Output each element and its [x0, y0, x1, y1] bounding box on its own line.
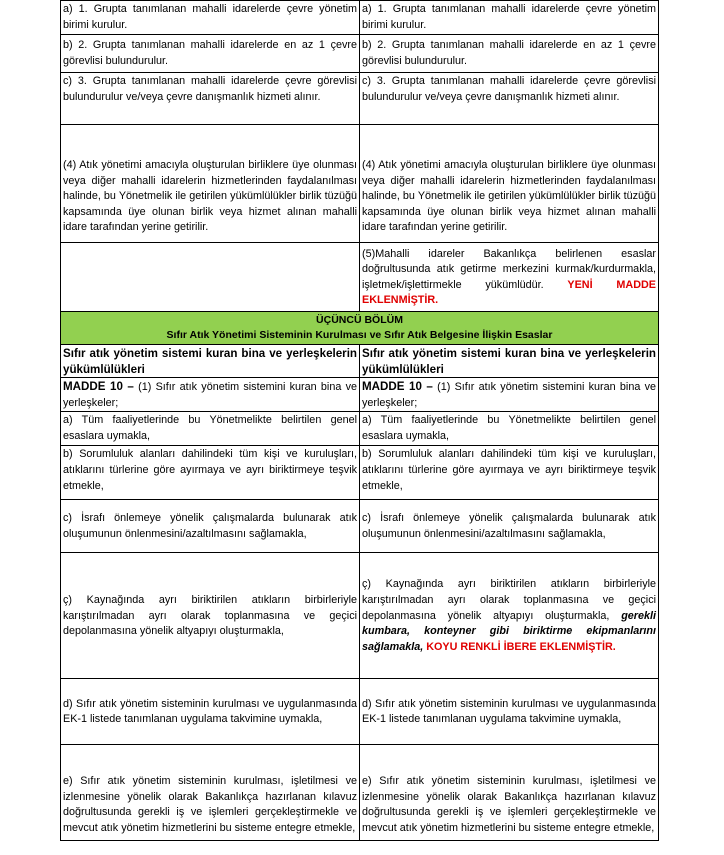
right-cell — [360, 1, 659, 35]
clause-text: (5)Mahalli idareler Bakanlıkça belirlenen esaslar doğrultusunda atık getirme merkezini kurmak/kurdurmakla, işletmek/işlettirmekle yükümlüdür. — [362, 247, 656, 291]
comparison-table-page — [60, 0, 658, 841]
clause-text: a) Tüm faaliyetlerinde bu Yönetmelikte belirtilen genel esaslara uymakla, — [362, 414, 656, 442]
clause-text: e) Sıfır atık yönetim sisteminin kurulması, işletilmesi ve izlenmesine yönelik olarak Bakanlıkça hazırlanan kılavuz doğrultusunda gerekli iş ve işlemleri gerçekleştirmekle ve mevcut atık yönetim hizmetlerini bu sisteme entegre etmekle, — [63, 775, 357, 834]
right-cell — [360, 679, 659, 745]
article-heading: Sıfır atık yönetim sistemi kuran bina ve yerleşkelerin yükümlülükleri — [63, 347, 357, 376]
left-cell — [61, 73, 360, 125]
table-row — [61, 745, 659, 841]
section-header-row — [61, 312, 659, 345]
table-row — [61, 125, 659, 243]
table-row — [61, 412, 659, 446]
right-cell — [360, 125, 659, 243]
table-row — [61, 35, 659, 73]
section-header — [61, 312, 659, 345]
table-row — [61, 500, 659, 553]
article-heading: Sıfır atık yönetim sistemi kuran bina ve yerleşkelerin yükümlülükleri — [362, 347, 656, 376]
article-number: MADDE 10 – — [63, 380, 134, 394]
right-cell — [360, 243, 659, 312]
left-cell — [61, 500, 360, 553]
right-cell — [360, 73, 659, 125]
clause-text: e) Sıfır atık yönetim sisteminin kurulması, işletilmesi ve izlenmesine yönelik olarak Bakanlıkça hazırlanan kılavuz doğrultusunda gerekli iş ve işlemleri gerçekleştirmekle ve mevcut atık yönetim hizmetlerini bu sisteme entegre etmekle, — [362, 775, 656, 834]
clause-text: ç) Kaynağında ayrı biriktirilen atıkların birbirleriyle karıştırılmadan ayrı olarak toplanmasına ve geçici depolanmasına yönelik altyapıyı oluşturmakla, — [362, 578, 656, 622]
left-cell-empty — [61, 243, 360, 312]
left-cell — [61, 125, 360, 243]
right-cell — [360, 378, 659, 412]
clause-text: (1) Sıfır atık yönetim sistemini kuran bina ve yerleşkeler; — [362, 381, 656, 409]
comparison-table — [60, 0, 659, 841]
right-cell — [360, 412, 659, 446]
table-row — [61, 679, 659, 745]
added-phrase: gerekli kumbara, konteyner gibi biriktirme ekipmanlarını sağlamakla, — [362, 609, 657, 653]
clause-text: c) İsrafı önlemeye yönelik çalışmalarda bulunarak atık oluşumunun önlenmesini/azaltılmasını sağlamakla, — [63, 512, 357, 540]
clause-text: b) Sorumluluk alanları dahilindeki tüm kişi ve kuruluşları, atıklarını türlerine göre ayırmaya ve ayrı biriktirmeye teşvik etmekle, — [63, 448, 357, 492]
left-cell — [61, 412, 360, 446]
left-cell — [61, 345, 360, 378]
clause-text: d) Sıfır atık yönetim sisteminin kurulması ve uygulanmasında EK-1 listede tanımlanan uygulama takvimine uymakla, — [362, 697, 656, 726]
left-cell — [61, 35, 360, 73]
clause-text: (4) Atık yönetimi amacıyla oluşturulan birliklere üye olunması veya diğer mahalli idarelerin hizmetlerinden faydalanılması halinde, bu Yönetmelik ile getirilen yükümlülükler birlik tüzüğü kapsamında üye olunan birlik veya hizmet alınan mahalli idare tarafından yerine getirilir. — [362, 159, 656, 234]
right-cell — [360, 446, 659, 500]
table-row — [61, 446, 659, 500]
left-cell — [61, 378, 360, 412]
clause-text: b) Sorumluluk alanları dahilindeki tüm kişi ve kuruluşları, atıklarını türlerine göre ayırmaya ve ayrı biriktirmeye teşvik etmekle, — [362, 448, 656, 492]
article-number: MADDE 10 – — [362, 380, 433, 394]
clause-text: (4) Atık yönetimi amacıyla oluşturulan birliklere üye olunması veya diğer mahalli idarelerin hizmetlerinden faydalanılması halinde, bu Yönetmelik ile getirilen yükümlülükler birlik tüzüğü kapsamında üye olunan birlik veya hizmet alınan mahalli idare tarafından yerine getirilir. — [63, 159, 357, 234]
clause-text: a) 1. Grupta tanımlanan mahalli idarelerde çevre yönetim birimi kurulur. — [63, 3, 357, 31]
left-cell — [61, 679, 360, 745]
right-cell — [360, 35, 659, 73]
table-row — [61, 1, 659, 35]
clause-text: c) İsrafı önlemeye yönelik çalışmalarda bulunarak atık oluşumunun önlenmesini/azaltılmasını sağlamakla, — [362, 512, 656, 540]
left-cell — [61, 1, 360, 35]
clause-text: b) 2. Grupta tanımlanan mahalli idarelerde en az 1 çevre görevlisi bulundurulur. — [362, 39, 656, 67]
clause-text: b) 2. Grupta tanımlanan mahalli idarelerde en az 1 çevre görevlisi bulundurulur. — [63, 39, 357, 67]
amendment-note: YENİ MADDE EKLENMİŞTİR. — [362, 278, 656, 307]
section-subtitle: Sıfır Atık Yönetimi Sisteminin Kurulması ve Sıfır Atık Belgesine İlişkin Esaslar — [166, 329, 553, 341]
clause-text: c) 3. Grupta tanımlanan mahalli idarelerde çevre görevlisi bulundurulur ve/veya çevre danışmanlık hizmeti alınır. — [63, 75, 357, 103]
right-cell — [360, 345, 659, 378]
clause-text: a) Tüm faaliyetlerinde bu Yönetmelikte belirtilen genel esaslara uymakla, — [63, 414, 357, 442]
clause-text: ç) Kaynağında ayrı biriktirilen atıkların birbirleriyle karıştırılmadan ayrı olarak toplanmasına ve geçici depolanmasına yönelik altyapıyı oluşturmakla, — [63, 593, 357, 638]
left-cell — [61, 553, 360, 679]
table-row — [61, 345, 659, 378]
left-cell — [61, 446, 360, 500]
table-row — [61, 73, 659, 125]
left-cell — [61, 745, 360, 841]
table-row — [61, 553, 659, 679]
clause-text: c) 3. Grupta tanımlanan mahalli idarelerde çevre görevlisi bulundurulur ve/veya çevre danışmanlık hizmeti alınır. — [362, 75, 656, 103]
right-cell — [360, 745, 659, 841]
table-row — [61, 378, 659, 412]
clause-text: d) Sıfır atık yönetim sisteminin kurulması ve uygulanmasında EK-1 listede tanımlanan uygulama takvimine uymakla, — [63, 697, 357, 726]
clause-text: (1) Sıfır atık yönetim sistemini kuran bina ve yerleşkeler; — [63, 381, 357, 409]
right-cell — [360, 500, 659, 553]
section-title: ÜÇÜNCÜ BÖLÜM — [316, 314, 403, 326]
amendment-note: KOYU RENKLİ İBERE EKLENMİŞTİR. — [426, 640, 616, 653]
clause-text: a) 1. Grupta tanımlanan mahalli idarelerde çevre yönetim birimi kurulur. — [362, 3, 656, 31]
table-row — [61, 243, 659, 312]
right-cell — [360, 553, 659, 679]
